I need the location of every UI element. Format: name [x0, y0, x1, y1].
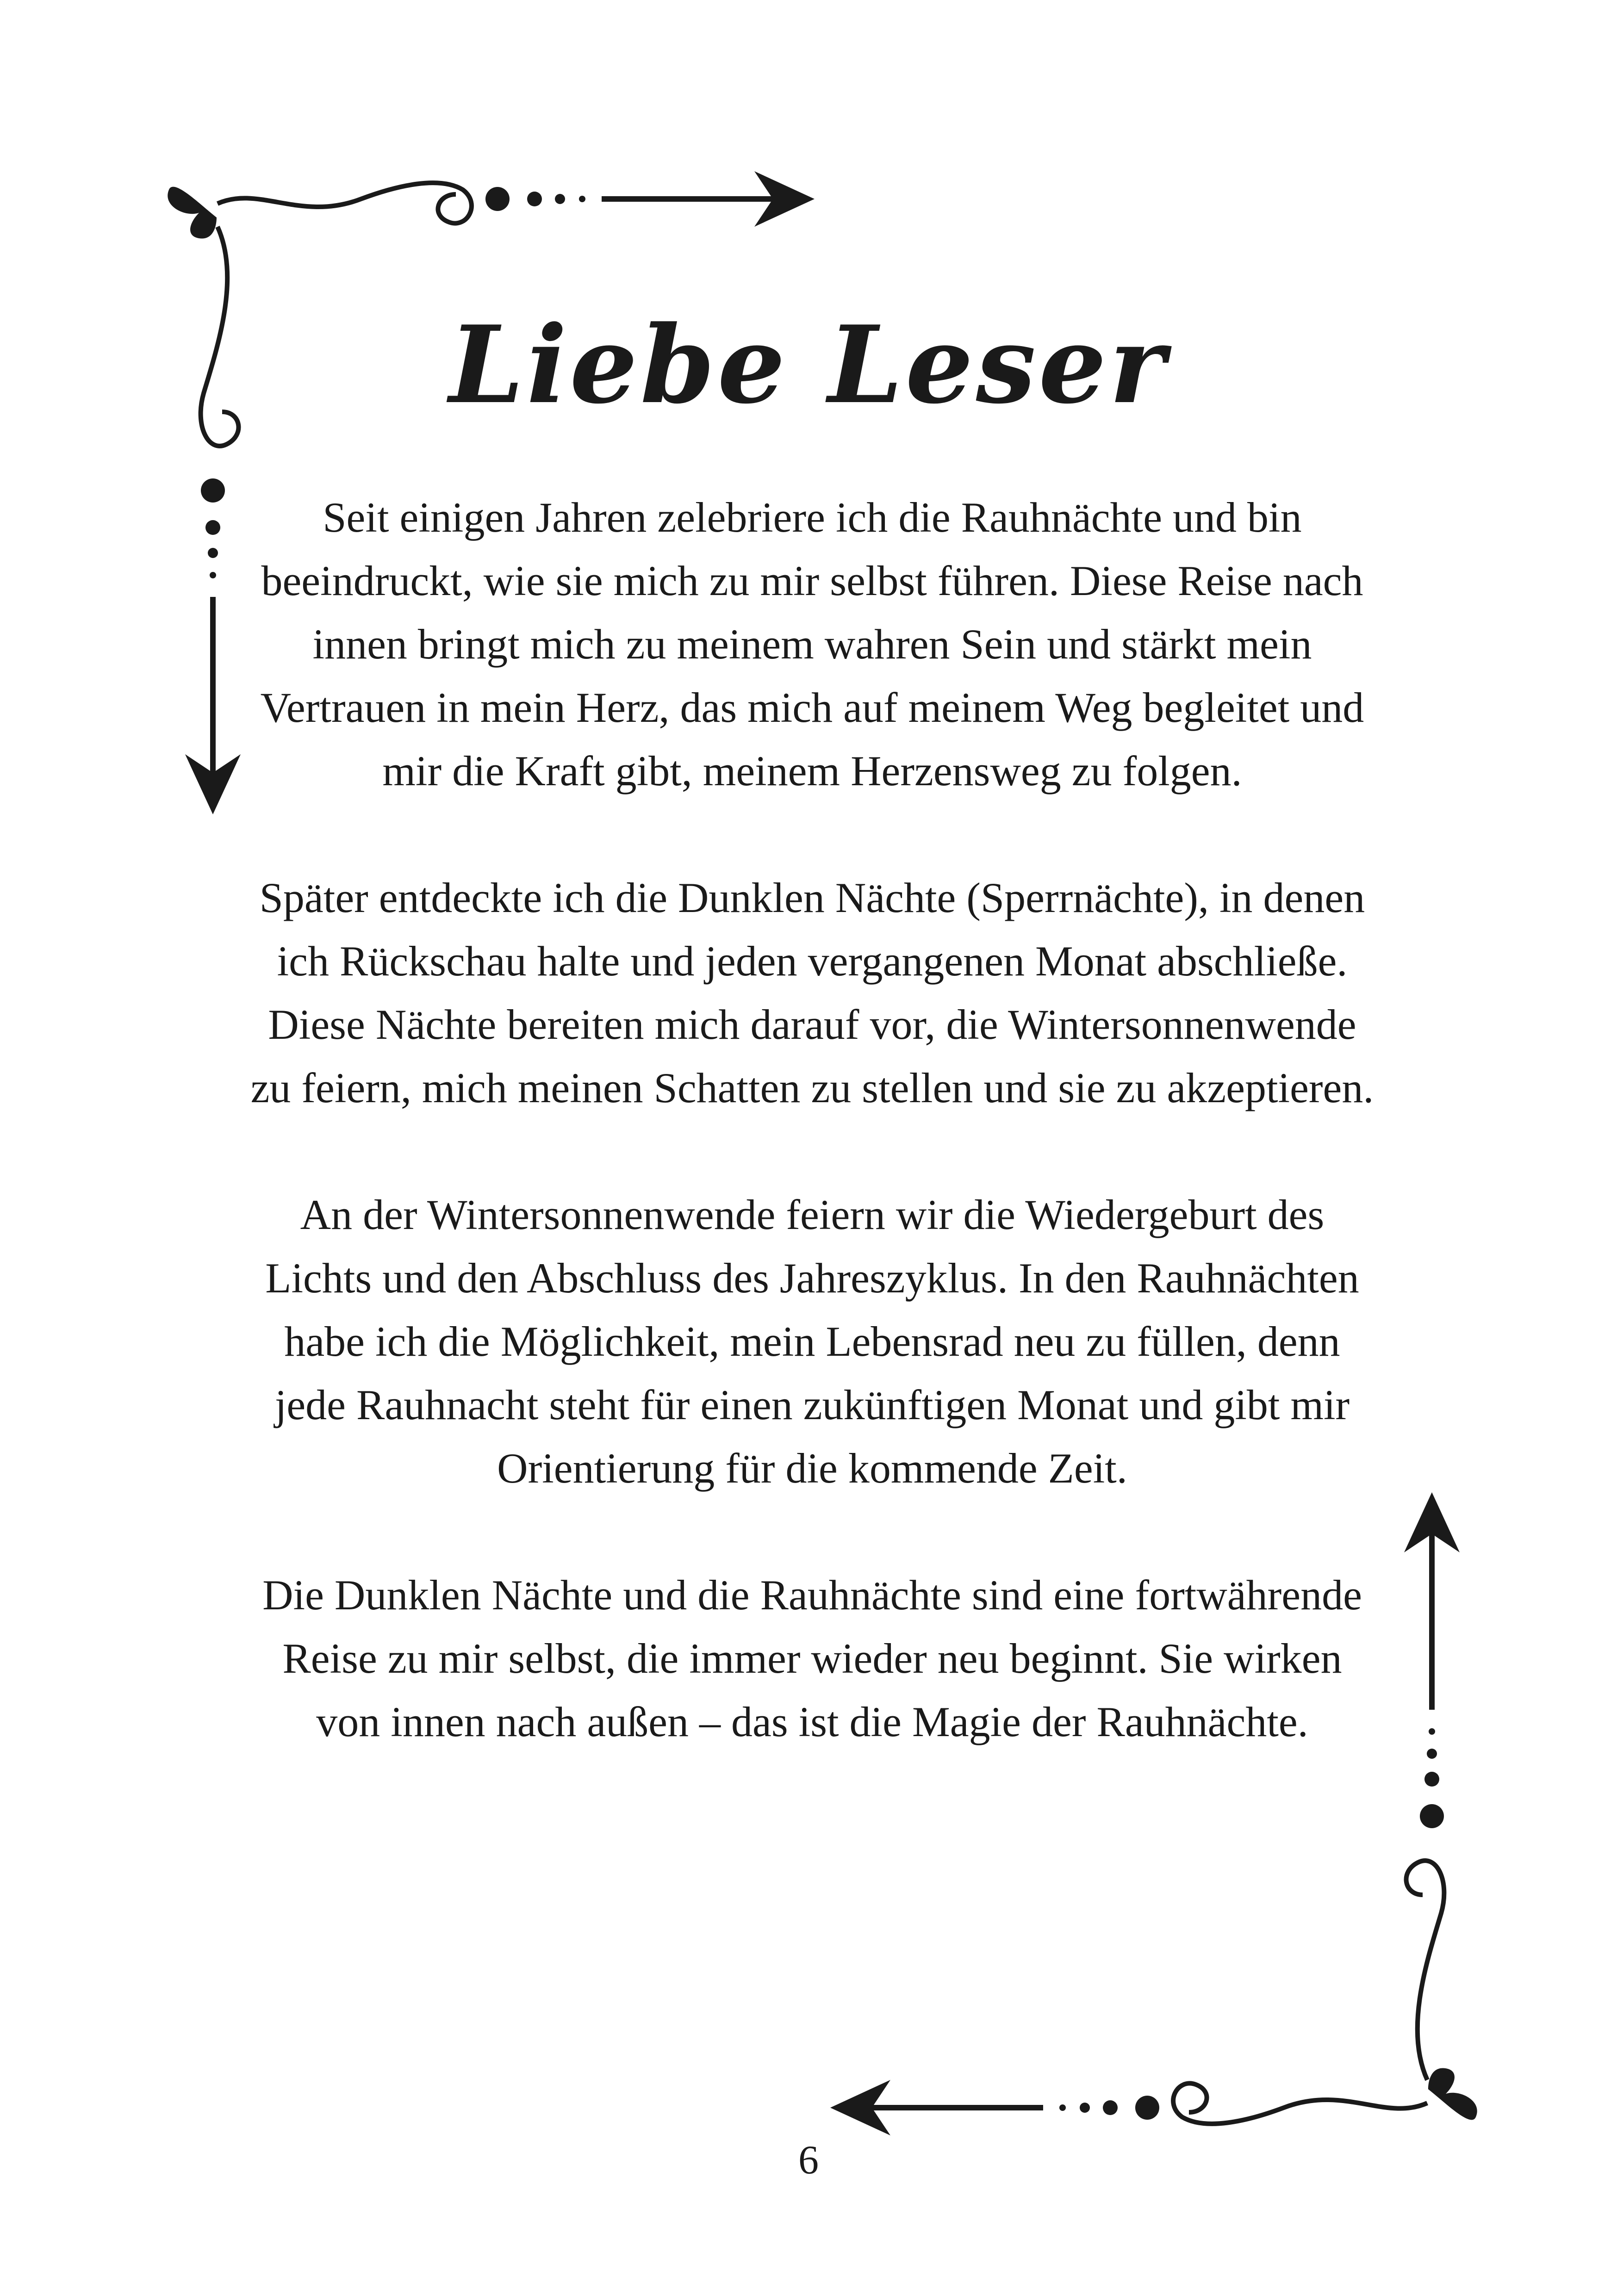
- heart-icon: [1428, 2068, 1477, 2120]
- swirl-line-horizontal: [1173, 2083, 1427, 2123]
- dot-large: [201, 478, 225, 503]
- dot-tiny: [579, 196, 585, 202]
- heart-icon: [168, 187, 217, 239]
- paragraph-1: Seit einigen Jahren zelebriere ich die Rauhnächte und bin beeindruckt, wie sie mich zu mir selbst führen. Diese Reise nach innen bringt mich zu meinem wahren Sein und stärkt mein Vertrauen in mein Herz, das mich auf meinem Weg begleitet und mir die Kraft gibt, meinem Herzensweg zu folgen.: [260, 494, 1364, 794]
- dot-medium: [1424, 1772, 1439, 1787]
- dot-large: [1135, 2096, 1159, 2120]
- arrow-left-icon: [830, 2080, 890, 2135]
- dot-large: [485, 187, 510, 211]
- dot-tiny: [210, 572, 216, 578]
- dot-small: [1427, 1749, 1437, 1759]
- dot-small: [555, 194, 565, 204]
- arrow-right-icon: [754, 171, 815, 227]
- dot-tiny: [1429, 1728, 1435, 1735]
- dot-medium: [1103, 2100, 1118, 2115]
- page-title: Liebe Leser: [449, 303, 1168, 428]
- arrow-up-icon: [1404, 1492, 1460, 1552]
- dot-medium: [527, 192, 542, 206]
- body-text: [250, 486, 1374, 1817]
- dot-small: [1080, 2103, 1090, 2113]
- swirl-line-horizontal: [218, 183, 472, 223]
- paragraph-3: An der Wintersonnenwende feiern wir die Wiedergeburt des Lichts und den Abschluss des Jahreszyklus. In den Rauhnächten habe ich die Möglichkeit, mein Lebensrad neu zu füllen, denn jede Rauhnacht steht für einen zukünftigen Monat und gibt mir Orientierung für die kommende Zeit.: [265, 1191, 1359, 1492]
- page-number: 6: [798, 2138, 819, 2183]
- dot-medium: [205, 520, 220, 535]
- paragraph-2: Später entdeckte ich die Dunklen Nächte (Sperrnächte), in denen ich Rückschau halte und jeden vergangenen Monat abschließe. Diese Nächte bereiten mich darauf vor, die Wintersonnenwende zu feiern, mich meinen Schatten zu stellen und sie zu akzeptieren.: [250, 874, 1374, 1111]
- dot-small: [208, 548, 218, 558]
- arrow-down-icon: [185, 754, 241, 814]
- paragraph-4: Die Dunklen Nächte und die Rauhnächte sind eine fortwährende Reise zu mir selbst, die immer wieder neu beginnt. Sie wirken von innen nach außen – das ist die Magie der Rauhnächte.: [262, 1571, 1362, 1745]
- swirl-line-vertical: [1406, 1861, 1444, 2080]
- dot-large: [1420, 1804, 1444, 1828]
- dot-tiny: [1059, 2104, 1066, 2111]
